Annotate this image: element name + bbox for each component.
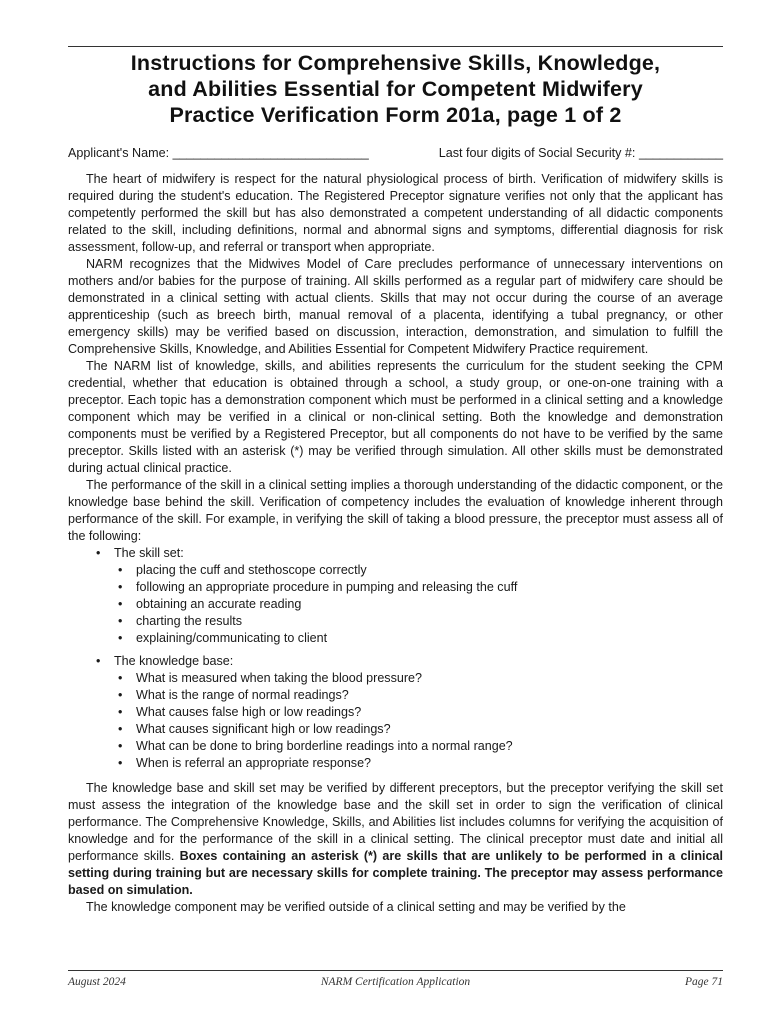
paragraph-4: The performance of the skill in a clinical setting implies a thorough understanding of the didactic component, or the knowledge base behind the skill. Verification of competency includes the evaluation of knowledge inherent through performance of the skill. For example, in verifying the skill of taking a blood pressure, the preceptor must assess all of the following: xyxy=(68,478,723,543)
title-line-3: Practice Verification Form 201a, page 1 of 2 xyxy=(169,103,622,127)
paragraph-5-text: The knowledge base and skill set may be verified by different preceptors, but the preceptor verifying the skill set must assess the integration of the knowledge base and the skill set in order to sign the verification of clinical performance. The Comprehensive Knowledge, Skills, and Abilities list includes columns for verifying the acquisition of knowledge and for the performance of the skill in a clinical setting. The clinical preceptor must date and initial all performance skills. xyxy=(68,781,723,863)
title-line-2: and Abilities Essential for Competent Midwifery xyxy=(148,77,643,101)
asterisk-note: Boxes containing an asterisk (*) are skills that are unlikely to be performed in a clinical setting during training but are necessary skills for complete training. The preceptor may assess performance based on simulation. xyxy=(68,849,723,897)
list-item: • What causes significant high or low readings? xyxy=(118,721,723,738)
title-line-1: Instructions for Comprehensive Skills, Knowledge, xyxy=(130,51,661,75)
list-item: • What causes false high or low readings? xyxy=(118,704,723,721)
list-item: • explaining/communicating to client xyxy=(118,630,723,647)
paragraph-2: NARM recognizes that the Midwives Model of Care precludes performance of unnecessary interventions on mothers and/or babies for the purpose of training. All skills performed as a regular part of midwifery care should be demonstrated in a clinical setting with actual clients. Skills that may not occur during the course of an average apprenticeship (such as breech birth, manual removal of a placenta, identifying a tubal pregnancy, or other emergency skills) may be verified based on discussion, interaction, demonstration, and simulation to fulfill the Comprehensive Skills, Knowledge, and Abilities Essential for Competent Midwifery Practice requirement. xyxy=(68,257,723,356)
ssn-blank[interactable]: ____________ xyxy=(638,146,723,160)
ssn-field[interactable] xyxy=(439,145,723,161)
list-item: • following an appropriate procedure in pumping and releasing the cuff xyxy=(118,579,723,596)
paragraph-5 xyxy=(68,780,723,899)
list-item: • What is measured when taking the blood pressure? xyxy=(118,670,723,687)
list-item: • obtaining an accurate reading xyxy=(118,596,723,613)
document-page xyxy=(68,0,723,1024)
paragraph-3: The NARM list of knowledge, skills, and abilities represents the curriculum for the student seeking the CPM credential, whether that education is obtained through a school, a study group, or one-on-one training with a preceptor. Each topic has a demonstration component which must be performed in a clinical setting and a knowledge component which may be verified in a clinical or non-clinical setting. Both the knowledge and demonstration components must be verified by a Registered Preceptor, but all components do not have to be verified by the same preceptor. Skills listed with an asterisk (*) may be verified through simulation. All other skills must be demonstrated during actual clinical practice. xyxy=(68,359,723,475)
footer-rule xyxy=(68,970,723,971)
footer-date: August 2024 xyxy=(68,976,126,988)
paragraph-1: The heart of midwifery is respect for the natural physiological process of birth. Verification of midwifery skills is required during the student's education. The Registered Preceptor signature verifies not only that the applicant has competently performed the skill but has also demonstrated a competent understanding of all didactic components related to the skill, including definitions, normal and abnormal signs and symptoms, differential diagnosis for risk assessment, follow-up, and referral or transport when appropriate. xyxy=(68,172,723,254)
instructions-body xyxy=(68,171,723,916)
list-item: • charting the results xyxy=(118,613,723,630)
list-item: • When is referral an appropriate response? xyxy=(118,755,723,772)
applicant-name-label: Applicant's Name: xyxy=(68,146,170,160)
footer-title: NARM Certification Application xyxy=(320,976,471,988)
ssn-label: Last four digits of Social Security #: xyxy=(438,146,636,160)
top-rule xyxy=(68,46,723,47)
page-number: Page 71 xyxy=(684,976,723,988)
applicant-name-field[interactable] xyxy=(68,145,369,161)
knowledge-base-heading: • The knowledge base: xyxy=(96,653,723,670)
list-item: • placing the cuff and stethoscope correctly xyxy=(118,562,723,579)
list-item: • What is the range of normal readings? xyxy=(118,687,723,704)
skill-set-heading: • The skill set: xyxy=(96,545,723,562)
spacer xyxy=(68,772,723,780)
applicant-fields xyxy=(68,145,723,161)
paragraph-6: The knowledge component may be verified outside of a clinical setting and may be verified by the xyxy=(86,900,626,914)
list-item: • What can be done to bring borderline readings into a normal range? xyxy=(118,738,723,755)
page-title xyxy=(68,50,723,128)
applicant-name-blank[interactable]: ____________________________ xyxy=(172,146,369,160)
